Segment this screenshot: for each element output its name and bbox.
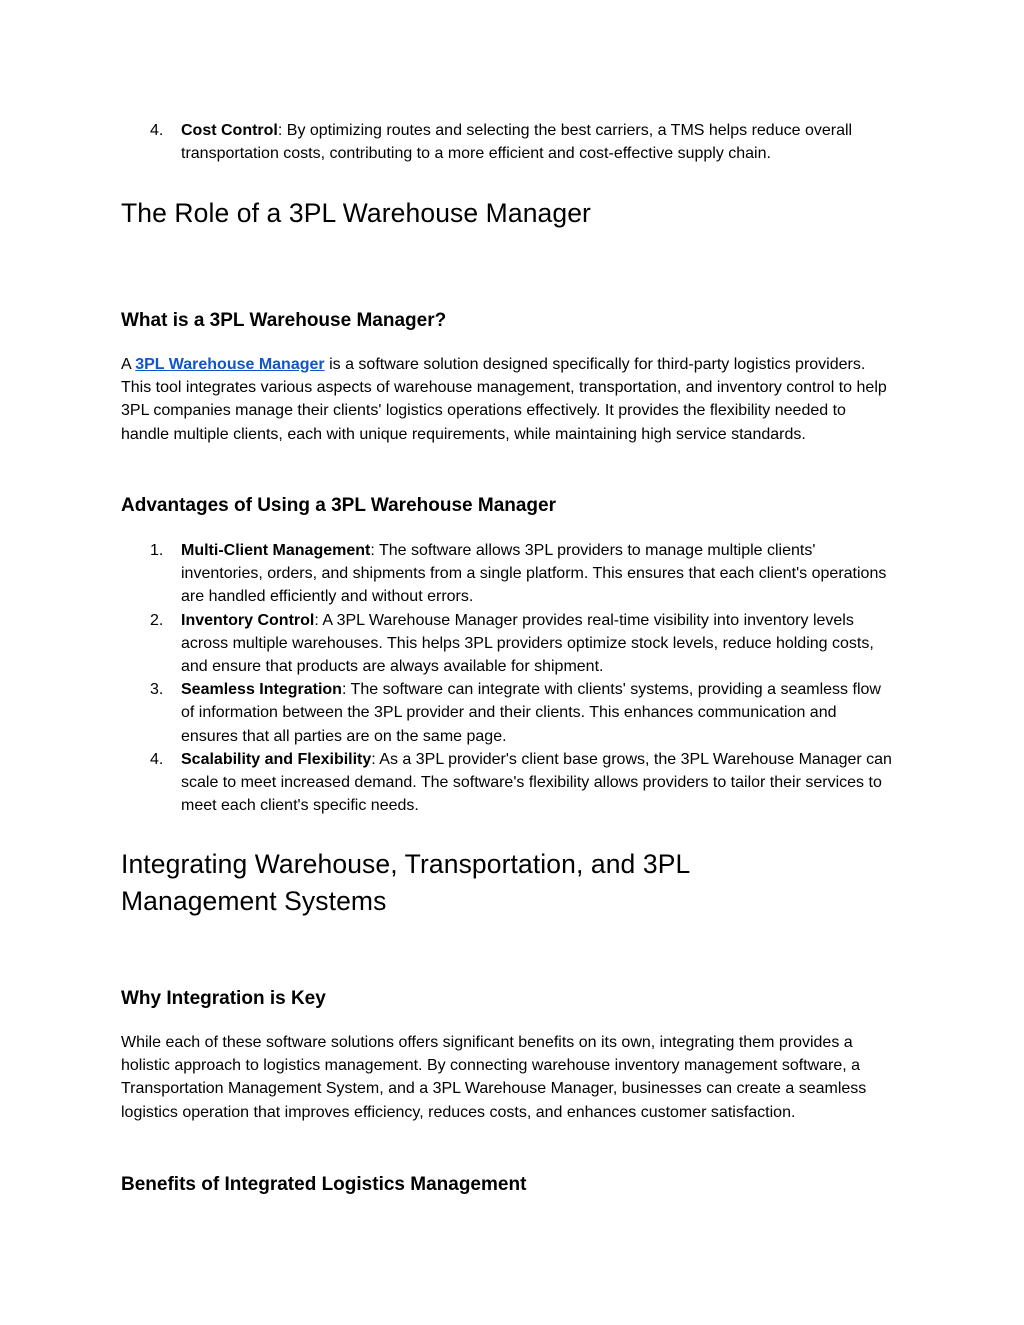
list-item bbox=[121, 748, 896, 818]
intro-prefix: A bbox=[121, 356, 136, 373]
list-item-text: : The software can integrate with clients' systems, providing a seamless flow of information between the 3PL provider and their clients. This enhances communication and ensures that all parties are on the same page. bbox=[181, 681, 881, 745]
list-item-term: Cost Control bbox=[181, 122, 278, 139]
subheading-why-integration: Why Integration is Key bbox=[121, 988, 326, 1009]
list-item-number: 2. bbox=[150, 611, 164, 629]
list-item bbox=[121, 609, 896, 679]
list-item-term: Inventory Control bbox=[181, 611, 315, 629]
list-item-term: Multi-Client Management bbox=[181, 542, 371, 559]
list-item-number: 1. bbox=[150, 542, 164, 559]
list-item bbox=[121, 678, 896, 748]
list-item bbox=[121, 119, 896, 165]
subheading-benefits: Benefits of Integrated Logistics Management bbox=[121, 1174, 527, 1195]
intro-rest: is a software solution designed specifically for third-party logistics providers. This tool integrates various aspects of warehouse management, transportation, and inventory control to help 3PL companies manage their clients' logistics operations effectively. It provides the flexibility needed to handle multiple clients, each with unique requirements, while maintaining high service standards. bbox=[121, 356, 887, 443]
list-item-text: : By optimizing routes and selecting the best carriers, a TMS helps reduce overall transportation costs, contributing to a more efficient and cost-effective supply chain. bbox=[181, 122, 853, 163]
list-item-text: : The software allows 3PL providers to manage multiple clients' inventories, orders, and shipments from a single platform. This ensures that each client's operations are handled efficiently and without errors. bbox=[181, 542, 887, 606]
list-item bbox=[121, 539, 896, 609]
list-item-number: 4. bbox=[150, 750, 164, 768]
intro-paragraph bbox=[121, 353, 891, 446]
list-item-text: : A 3PL Warehouse Manager provides real-time visibility into inventory levels across multiple warehouses. This helps 3PL providers optimize stock levels, reduce holding costs, and ensure that products are always available for shipment. bbox=[181, 611, 874, 676]
cost-control-list bbox=[121, 119, 896, 165]
list-item-number: 4. bbox=[150, 122, 164, 139]
subheading-advantages: Advantages of Using a 3PL Warehouse Manager bbox=[121, 495, 556, 516]
list-item-text: : As a 3PL provider's client base grows, the 3PL Warehouse Manager can scale to meet increased demand. The software's flexibility allows providers to tailor their services to meet each client's specific needs. bbox=[181, 750, 892, 815]
advantages-list bbox=[121, 539, 896, 817]
section-heading-role: The Role of a 3PL Warehouse Manager bbox=[121, 198, 591, 228]
list-item-number: 3. bbox=[150, 681, 164, 699]
list-item-term: Seamless Integration bbox=[181, 681, 342, 699]
section-heading-integrating: Integrating Warehouse, Transportation, and 3PL Management Systems bbox=[121, 849, 690, 916]
list-item-term: Scalability and Flexibility bbox=[181, 750, 372, 768]
integration-paragraph: While each of these software solutions offers significant benefits on its own, integrating them provides a holistic approach to logistics management. By connecting warehouse inventory management software, a Transportation Management System, and a 3PL Warehouse Manager, businesses can create a seamless logistics operation that improves efficiency, reduces costs, and enhances customer satisfaction. bbox=[121, 1034, 867, 1121]
subheading-what-is: What is a 3PL Warehouse Manager? bbox=[121, 310, 447, 331]
3pl-warehouse-manager-link[interactable]: 3PL Warehouse Manager bbox=[135, 356, 325, 373]
